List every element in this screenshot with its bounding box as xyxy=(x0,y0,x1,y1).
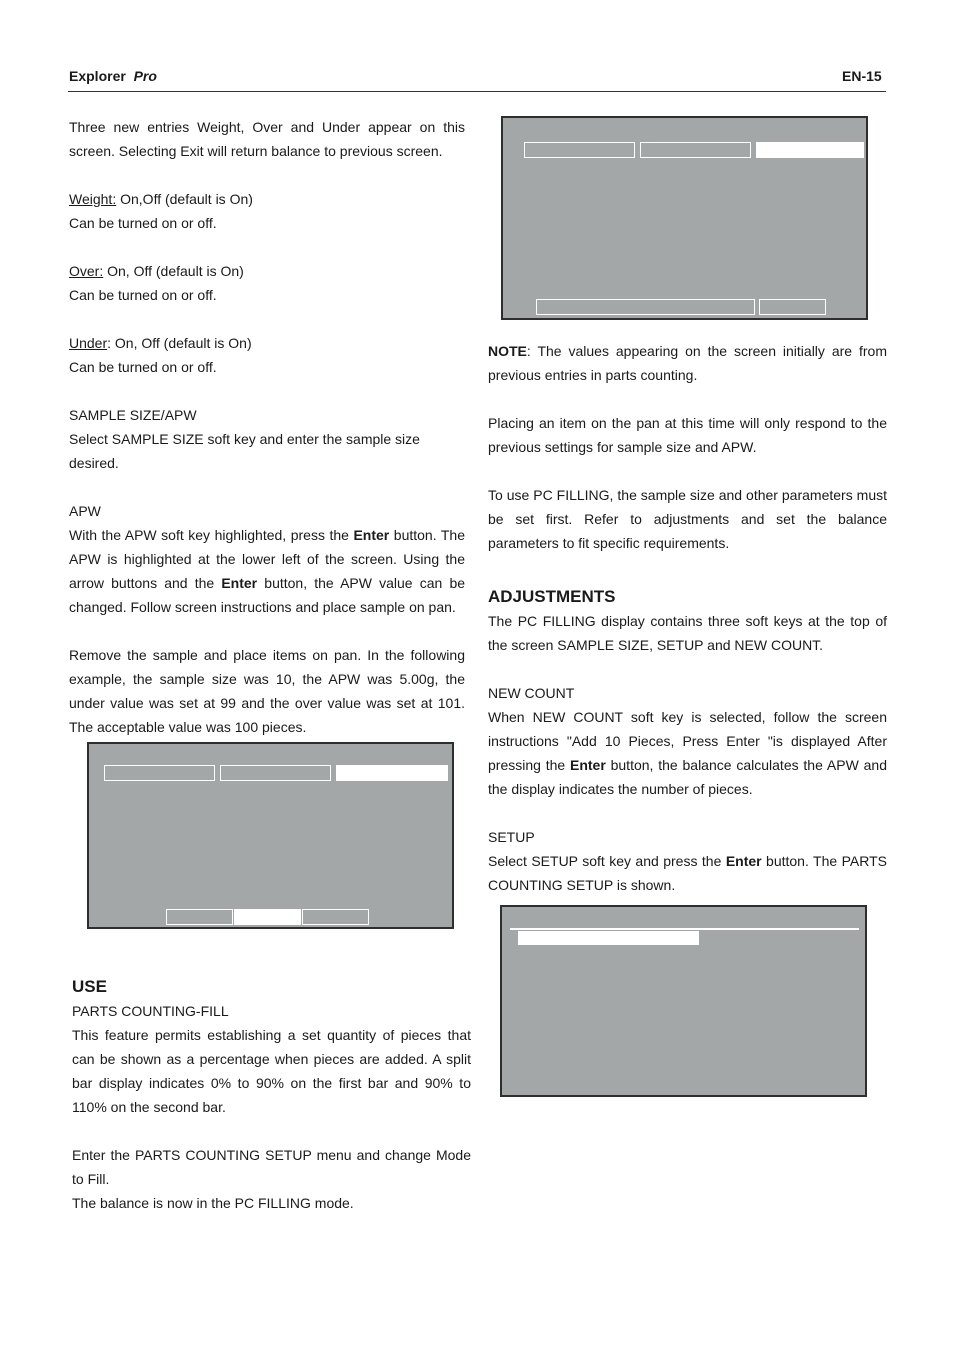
bottom-field-selected xyxy=(234,909,301,925)
bottom-field xyxy=(302,909,369,925)
intro-paragraph: Three new entries Weight, Over and Under appear on this screen. Selecting Exit will return balance to previous screen. xyxy=(69,119,465,159)
page-number: EN-15 xyxy=(842,68,882,84)
under-label: Under xyxy=(69,335,108,351)
soft-key xyxy=(220,765,331,781)
enter-keyword: Enter xyxy=(725,853,762,869)
over-desc: Can be turned on or off. xyxy=(69,287,217,303)
use-heading: USE xyxy=(72,977,107,996)
left-column xyxy=(69,115,465,739)
adjustments-paragraph: The PC FILLING display contains three soft keys at the top of the screen SAMPLE SIZE, SETUP and NEW COUNT. xyxy=(488,613,887,653)
note-paragraph: NOTE: The values appearing on the screen initially are from previous entries in parts counting. xyxy=(488,343,887,383)
weight-text: On,Off (default is On) xyxy=(116,191,253,207)
enter-keyword: Enter xyxy=(570,757,606,773)
enter-keyword: Enter xyxy=(221,575,258,591)
soft-key xyxy=(524,142,635,158)
right-column xyxy=(488,339,887,897)
weight-label: Weight: xyxy=(69,191,117,207)
menu-item-selected xyxy=(518,931,699,945)
display-screen-example xyxy=(87,742,454,929)
bottom-field xyxy=(166,909,233,925)
soft-key xyxy=(640,142,751,158)
use-paragraph-1: This feature permits establishing a set quantity of pieces that can be shown as a percentage when pieces are added. A split bar display indicates 0% to 90% on the first bar and 90% to 110% on the second bar. xyxy=(72,1027,471,1115)
soft-key xyxy=(104,765,215,781)
new-count-heading: NEW COUNT xyxy=(488,685,575,701)
soft-key-selected xyxy=(336,765,448,781)
bottom-bar-field xyxy=(536,299,755,315)
placing-paragraph: Placing an item on the pan at this time will only respond to the previous settings for sample size and APW. xyxy=(488,415,887,455)
product-suffix: Pro xyxy=(133,68,157,84)
weight-line xyxy=(69,187,465,211)
use-paragraph-3: The balance is now in the PC FILLING mode. xyxy=(72,1195,354,1211)
setup-paragraph: Select SETUP soft key and press the Enter button. The PARTS COUNTING SETUP is shown. xyxy=(488,853,887,893)
under-line xyxy=(69,331,465,355)
over-text: On, Off (default is On) xyxy=(103,263,244,279)
sample-heading: SAMPLE SIZE/APW xyxy=(69,407,197,423)
over-label: Over: xyxy=(69,263,104,279)
new-count-paragraph: When NEW COUNT soft key is selected, follow the screen instructions "Add 10 Pieces, Press Enter "is displayed After pressing the Enter button, the balance calculates the APW and the display indicates the number of pieces. xyxy=(488,709,887,797)
sample-text: Select SAMPLE SIZE soft key and enter the sample size desired. xyxy=(69,431,420,471)
weight-desc: Can be turned on or off. xyxy=(69,215,217,231)
running-header-title xyxy=(69,68,157,84)
under-text: : On, Off (default is On) xyxy=(107,335,252,351)
enter-keyword: Enter xyxy=(353,527,390,543)
product-name: Explorer xyxy=(69,68,126,84)
apw-heading: APW xyxy=(69,503,101,519)
apw-paragraph: With the APW soft key highlighted, press the Enter button. The APW is highlighted at the lower left of the screen. Using the arrow buttons and the Enter button, the APW value can be changed. Follow screen instructions and place sample on pan. xyxy=(69,527,466,615)
setup-heading: SETUP xyxy=(488,829,535,845)
over-line xyxy=(69,259,465,283)
use-paragraph-2: Enter the PARTS COUNTING SETUP menu and change Mode to Fill. xyxy=(72,1147,471,1187)
note-label: NOTE xyxy=(488,343,527,359)
remove-paragraph: Remove the sample and place items on pan. In the following example, the sample size was 10, the APW was 5.00g, the under value was set at 99 and the over value was set at 101. The acceptable value was 100 pieces. xyxy=(69,647,465,735)
display-screen-setup-menu xyxy=(500,905,867,1097)
header-rule xyxy=(68,91,886,92)
adjustments-heading: ADJUSTMENTS xyxy=(488,587,616,606)
use-subheading: PARTS COUNTING-FILL xyxy=(72,1003,229,1019)
use-section xyxy=(72,975,471,1215)
menu-title-rule xyxy=(510,928,859,930)
soft-key-selected xyxy=(756,142,864,158)
to-use-paragraph: To use PC FILLING, the sample size and other parameters must be set first. Refer to adjustments and set the balance parameters to fit specific requirements. xyxy=(488,487,887,551)
display-screen-pc-filling xyxy=(501,116,868,320)
bottom-field xyxy=(759,299,826,315)
under-desc: Can be turned on or off. xyxy=(69,359,217,375)
